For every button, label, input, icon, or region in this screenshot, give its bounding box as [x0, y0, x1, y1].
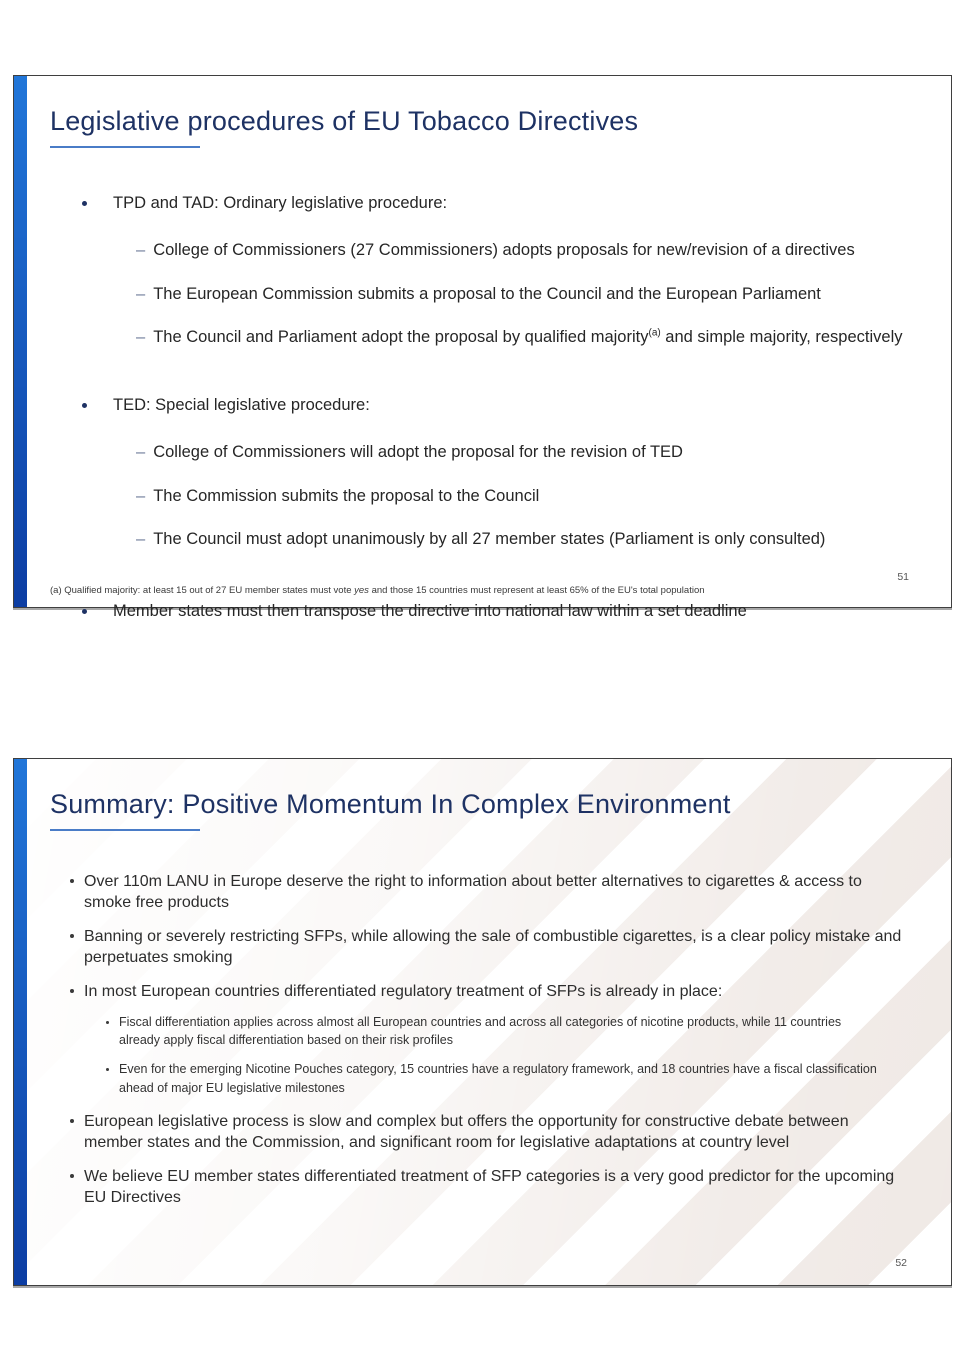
list-item — [82, 192, 917, 214]
slide1-content — [14, 76, 951, 622]
slide-summary — [13, 758, 952, 1286]
list-item — [136, 239, 917, 261]
bullet-text: We believe EU member states differentiated treatment of SFP categories is a very good predictor for the upcoming EU Directives — [84, 1167, 895, 1206]
footnote-text-italic: yes — [354, 584, 369, 596]
dash-icon: – — [136, 327, 146, 346]
bullet-text: Over 110m LANU in Europe deserve the right to information about better alternatives to cigarettes & access to smoke free products — [84, 873, 862, 912]
bullet-dot-icon — [82, 201, 87, 206]
bullet-text: Fiscal differentiation applies across almost all European countries and across all categories of nicotine products, while 11 countries already apply fiscal differentiation based on their risk profiles — [119, 1014, 842, 1048]
dash-icon: – — [136, 284, 146, 303]
dash-icon: – — [136, 486, 146, 505]
bullet-text: The Council must adopt unanimously by all 27 member states (Parliament is only consulted) — [153, 529, 826, 548]
bullet-dot-icon — [82, 403, 87, 408]
bullet-text: College of Commissioners (27 Commissioners) adopts proposals for new/revision of a directives — [153, 241, 855, 260]
footnote-text-pre: (a) Qualified majority: at least 15 out of 27 EU member states must vote — [50, 584, 355, 596]
bullet-text: TED: Special legislative procedure: — [113, 396, 370, 415]
footnote-text-post: and those 15 countries must represent at least 65% of the EU's total population — [368, 584, 705, 596]
list-item — [136, 441, 917, 463]
dash-icon: – — [136, 529, 146, 548]
list-item — [70, 926, 917, 968]
bullet-dot-icon — [70, 1119, 74, 1123]
list-item — [70, 1166, 917, 1208]
list-item — [82, 394, 917, 416]
bullet-dot-icon — [82, 609, 87, 614]
list-item — [70, 1111, 917, 1153]
page-title: Summary: Positive Momentum In Complex Environment — [50, 789, 731, 819]
dash-icon: – — [136, 443, 146, 462]
bullet-dot-icon — [70, 989, 74, 993]
bullet-text: TPD and TAD: Ordinary legislative procedure: — [113, 194, 448, 212]
bullet-text: College of Commissioners will adopt the proposal for the revision of TED — [153, 443, 683, 462]
list-item — [70, 871, 917, 913]
bullet-text: Banning or severely restricting SFPs, while allowing the sale of combustible cigarettes, is a clear policy mistake and perpetuates smoking — [84, 928, 902, 967]
list-item — [82, 600, 917, 622]
bullet-dot-icon — [70, 879, 74, 883]
title-underline — [50, 829, 200, 831]
bullet-dot-icon — [70, 1174, 74, 1178]
bullet-text: The Commission submits the proposal to the Council — [153, 486, 540, 505]
bullet-text — [153, 326, 902, 348]
title-underline — [50, 146, 200, 148]
page-number: 52 — [895, 1257, 907, 1269]
bullet-text-post: and simple majority, respectively — [660, 327, 903, 346]
footnote — [50, 585, 821, 597]
list-item — [70, 981, 917, 1002]
bullet-text: European legislative process is slow and complex but offers the opportunity for constructive debate between member states and the Commission, and significant room for legislative adaptations at country level — [84, 1112, 849, 1151]
bullet-text: In most European countries differentiated regulatory treatment of SFPs is already in place: — [84, 983, 723, 1001]
list-item — [136, 283, 917, 305]
list-item — [136, 485, 917, 507]
bullet-text-pre: The Council and Parliament adopt the proposal by qualified majority — [153, 327, 649, 346]
bullet-text: The European Commission submits a proposal to the Council and the European Parliament — [153, 284, 821, 303]
bullet-text: Member states must then transpose the directive into national law within a set deadline — [113, 602, 747, 621]
list-item — [136, 326, 917, 348]
list-item — [136, 528, 917, 550]
bullet-dot-icon — [106, 1068, 109, 1071]
page-title: Legislative procedures of EU Tobacco Directives — [50, 106, 639, 136]
list-item — [106, 1013, 917, 1051]
slide-legislative-procedures — [13, 75, 952, 621]
dash-icon: – — [136, 241, 146, 260]
footnote-marker: (a) — [648, 327, 661, 339]
page-number: 51 — [897, 571, 909, 583]
bullet-dot-icon — [106, 1021, 109, 1024]
slide2-content — [14, 759, 951, 1208]
bullet-dot-icon — [70, 934, 74, 938]
list-item — [106, 1060, 917, 1098]
bullet-text: Even for the emerging Nicotine Pouches category, 15 countries have a regulatory framework, and 18 countries have a fiscal classification ahead of major EU legislative milestones — [119, 1062, 877, 1095]
